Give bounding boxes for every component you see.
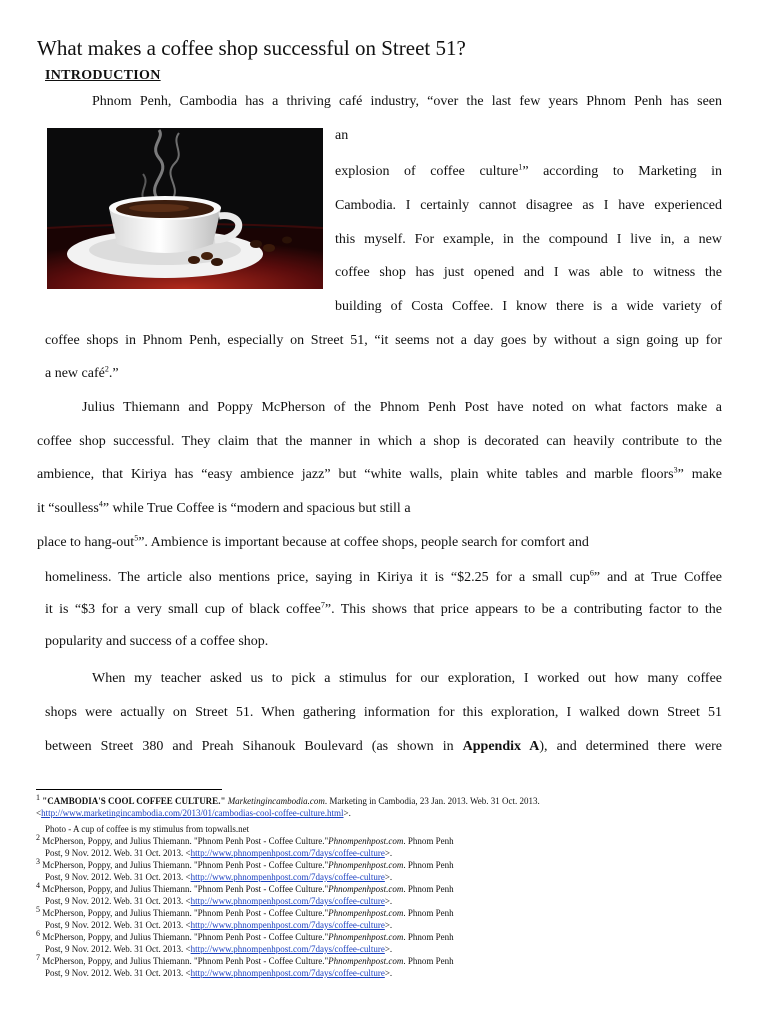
para1-line7: building of Costa Coffee. I know there is a wide variety of	[335, 299, 722, 314]
para2-line3: ambience, that Kiriya has “easy ambience jazz” but “white walls, plain white tables and marble floors$^3$” make	[37, 467, 722, 482]
footnote-separator	[36, 789, 222, 790]
para2-line5: place to hang-out$^5$”. Ambience is important because at coffee shops, people search for comfort and	[37, 533, 589, 550]
footnote-6-link-line: Post, 9 Nov. 2012. Web. 31 Oct. 2013. <http://www.phnompenhpost.com/7days/coffee-culture>.	[45, 944, 393, 954]
footnote-2-link[interactable]: http://www.phnompenhpost.com/7days/coffee-culture	[190, 848, 385, 858]
para1-line6: coffee shop has just opened and I was able to witness the	[335, 265, 722, 280]
footnote-4: $^4$ McPherson, Poppy, and Julius Thiemann. "Phnom Penh Post - Coffee Culture."Phnompenhpost.com. Phnom Penh	[36, 881, 454, 894]
footnote-7: $^7$ McPherson, Poppy, and Julius Thiemann. "Phnom Penh Post - Coffee Culture."Phnompenhpost.com. Phnom Penh	[36, 953, 454, 966]
photo-credit: Photo - A cup of coffee is my stimulus from topwalls.net	[45, 824, 250, 834]
footnote-2-link-line: Post, 9 Nov. 2012. Web. 31 Oct. 2013. <http://www.phnompenhpost.com/7days/coffee-culture>.	[45, 848, 393, 858]
footnote-4-link[interactable]: http://www.phnompenhpost.com/7days/coffee-culture	[190, 896, 385, 906]
appendix-a-reference: Appendix A	[462, 739, 540, 754]
footnote-6-link[interactable]: http://www.phnompenhpost.com/7days/coffee-culture	[190, 944, 385, 954]
para1-line1: Phnom Penh, Cambodia has a thriving café industry, “over the last few years Phnom Penh has seen	[92, 94, 722, 109]
para2-line7: it is “$3 for a very small cup of black coffee$^7$”. This shows that price appears to be a contributing factor to the	[45, 602, 722, 617]
footnote-5-link-line: Post, 9 Nov. 2012. Web. 31 Oct. 2013. <http://www.phnompenhpost.com/7days/coffee-culture>.	[45, 920, 393, 930]
footnote-5: $^5$ McPherson, Poppy, and Julius Thiemann. "Phnom Penh Post - Coffee Culture."Phnompenhpost.com. Phnom Penh	[36, 905, 454, 918]
para1-line3: explosion of coffee culture$^1$” according to Marketing in	[335, 164, 722, 179]
para2-line2: coffee shop successful. They claim that the manner in which a shop is decorated can heavily contribute to the	[37, 434, 722, 449]
footnote-7-link-line: Post, 9 Nov. 2012. Web. 31 Oct. 2013. <http://www.phnompenhpost.com/7days/coffee-culture>.	[45, 968, 393, 978]
footnote-1-link[interactable]: http://www.marketingincambodia.com/2013/01/cambodias-cool-coffee-culture.html	[41, 808, 344, 818]
footnote-3-link[interactable]: http://www.phnompenhpost.com/7days/coffee-culture	[190, 872, 385, 882]
para3-line3: between Street 380 and Preah Sihanouk Boulevard (as shown in Appendix A), and determined there were	[45, 739, 722, 754]
footnote-2: $^2$ McPherson, Poppy, and Julius Thiemann. "Phnom Penh Post - Coffee Culture."Phnompenhpost.com. Phnom Penh	[36, 833, 454, 846]
para2-line1: Julius Thiemann and Poppy McPherson of the Phnom Penh Post have noted on what factors make a	[82, 400, 722, 415]
coffee-cup-photo	[47, 128, 323, 289]
para1-line8: coffee shops in Phnom Penh, especially on Street 51, “it seems not a day goes by without a sign going up for	[45, 333, 722, 348]
footnote-3-link-line: Post, 9 Nov. 2012. Web. 31 Oct. 2013. <http://www.phnompenhpost.com/7days/coffee-culture>.	[45, 872, 393, 882]
footnote-7-link[interactable]: http://www.phnompenhpost.com/7days/coffee-culture	[190, 968, 385, 978]
footnote-1-link-line: <http://www.marketingincambodia.com/2013/01/cambodias-cool-coffee-culture.html>.	[36, 808, 351, 818]
para1-line5: this myself. For example, in the compound I live in, a new	[335, 232, 722, 247]
para1-line9: a new café$^2$.”	[45, 364, 119, 381]
footnote-6: $^6$ McPherson, Poppy, and Julius Thiemann. "Phnom Penh Post - Coffee Culture."Phnompenhpost.com. Phnom Penh	[36, 929, 454, 942]
footnote-1: $^1$ "CAMBODIA'S COOL COFFEE CULTURE." Marketingincambodia.com. Marketing in Cambodia, 23 Jan. 2013. Web. 31 Oct. 2013.	[36, 793, 540, 806]
footnote-4-link-line: Post, 9 Nov. 2012. Web. 31 Oct. 2013. <http://www.phnompenhpost.com/7days/coffee-culture>.	[45, 896, 393, 906]
footnote-5-link[interactable]: http://www.phnompenhpost.com/7days/coffee-culture	[190, 920, 385, 930]
para3-line2: shops were actually on Street 51. When gathering information for this exploration, I walked down Street 51	[45, 705, 722, 720]
para2-line6: homeliness. The article also mentions price, saying in Kiriya it is “$2.25 for a small cup$^6$” and at True Coffee	[45, 570, 722, 585]
para2-line8: popularity and success of a coffee shop.	[45, 634, 269, 649]
footnote-3: $^3$ McPherson, Poppy, and Julius Thiemann. "Phnom Penh Post - Coffee Culture."Phnompenhpost.com. Phnom Penh	[36, 857, 454, 870]
para1-line4: Cambodia. I certainly cannot disagree as I have experienced	[335, 198, 722, 213]
page-title: What makes a coffee shop successful on Street 51?	[37, 36, 466, 60]
para3-line1: When my teacher asked us to pick a stimulus for our exploration, I worked out how many coffee	[92, 671, 722, 686]
para2-line4: it “soulless$^4$” while True Coffee is “modern and spacious but still a	[37, 499, 411, 516]
section-heading: INTRODUCTION	[45, 68, 161, 83]
para1-line2: an	[335, 128, 349, 143]
coffee-cup-icon	[47, 128, 323, 289]
